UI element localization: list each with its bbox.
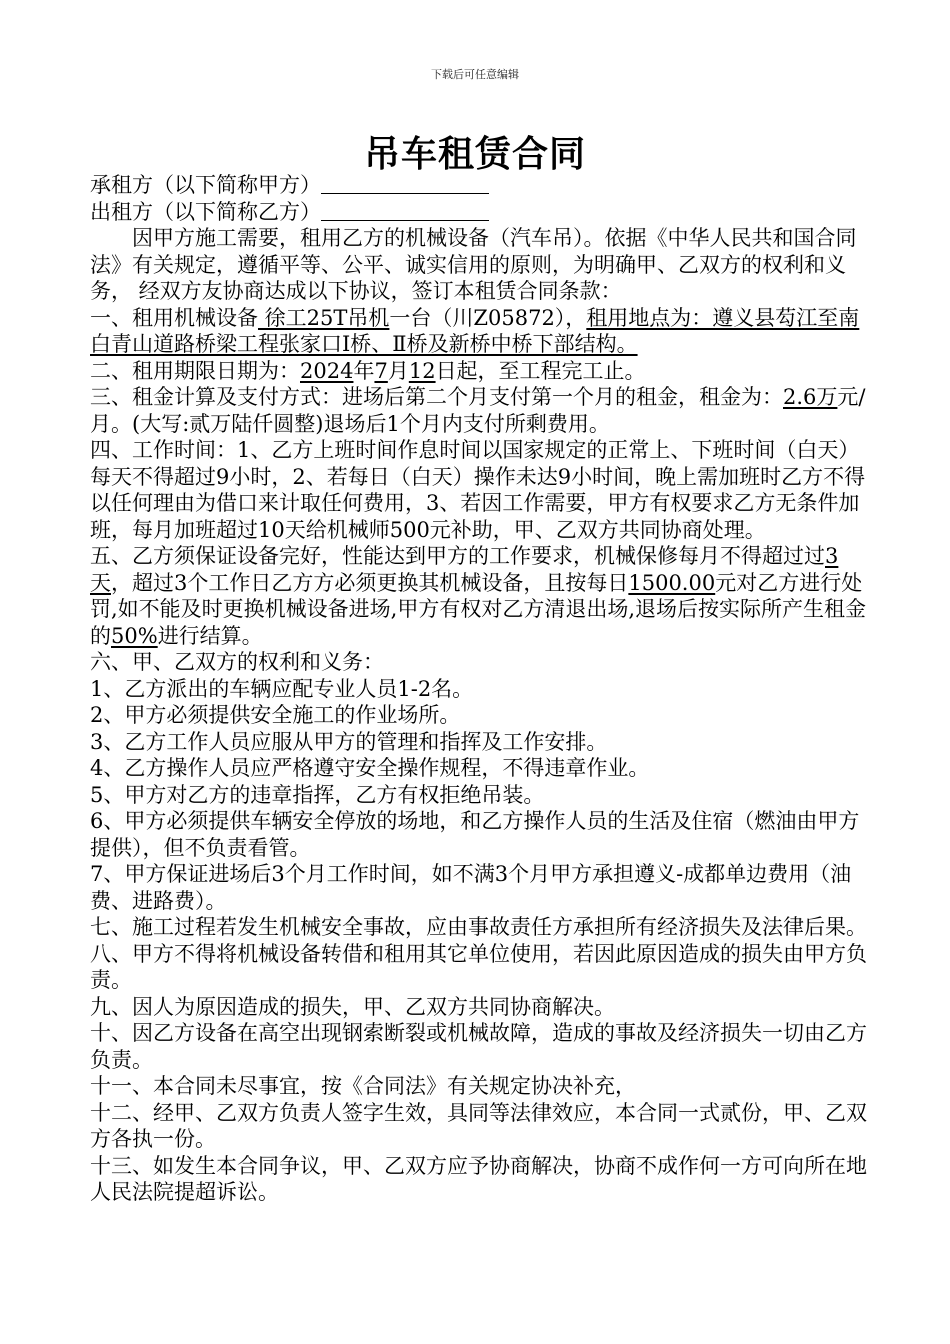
- clause-2-year-unit: 年: [353, 358, 375, 383]
- clause-2-suffix: 日起，至工程完工止。: [435, 358, 646, 383]
- clause-8: 八、甲方不得将机械设备转借和租用其它单位使用，若因此原因造成的损失由甲方负责。: [90, 941, 867, 992]
- clause-7: 七、施工过程若发生机械安全事故，应由事故责任方承担所有经济损失及法律后果。: [90, 915, 867, 939]
- clause-6-item: 2、甲方必须提供安全施工的作业场所。: [90, 703, 461, 727]
- clause-3: [90, 384, 870, 437]
- clause-3-amount: 2.6万: [783, 385, 838, 409]
- clause-5-part-1: 五、乙方须保证设备完好，性能达到甲方的工作要求，机械保修每月不得超过过: [90, 544, 825, 568]
- clause-12: 十二、经甲、乙双方负责人签字生效，具同等法律效应，本合同一式贰份，甲、乙双方各执一份。: [90, 1100, 867, 1151]
- lessor-line: [90, 199, 870, 226]
- clause-5-part-3: 元对乙方进行处罚,如不能及时更换机械设备进场,甲方有权对乙方清退出场,退场后按实际所产生租金的: [90, 570, 867, 648]
- clause-3-suffix: 元/月。(大写:贰万陆仟圆整)退场后1个月内支付所剩费用。: [90, 385, 866, 436]
- clause-6-item: 3、乙方工作人员应服从甲方的管理和指挥及工作安排。: [90, 729, 608, 754]
- lessee-label: 承租方（以下简称甲方）: [90, 173, 321, 197]
- clause-6-item: 5、甲方对乙方的违章指挥，乙方有权拒绝吊装。: [90, 782, 545, 807]
- clause-2: [90, 358, 870, 385]
- clause-9: 九、因人为原因造成的损失，甲、乙双方共同协商解决。: [90, 994, 615, 1019]
- clause-6-item: 4、乙方操作人员应严格遵守安全操作规程，不得违章作业。: [90, 756, 650, 780]
- clause-1-prefix: 一、租用机械设备: [90, 305, 258, 330]
- clause-6-item: 1、乙方派出的车辆应配专业人员1-2名。: [90, 676, 474, 701]
- contract-body: [90, 172, 870, 1206]
- clause-5-percent: 50%: [111, 623, 158, 648]
- clause-1: [90, 305, 870, 358]
- lessee-blank: [321, 173, 489, 194]
- clause-2-year: 2024: [300, 358, 354, 383]
- clause-2-month-unit: 月: [387, 358, 409, 383]
- clause-6-item: 7、甲方保证进场后3个月工作时间，如不满3个月甲方承担遵义-成都单边费用（油费、进路费）。: [90, 862, 852, 913]
- clause-6-title: 六、甲、乙双方的权利和义务：: [90, 650, 384, 674]
- lessor-blank: [321, 200, 489, 221]
- clause-11: 十一、本合同未尽事宜，按《合同法》有关规定协决补充，: [90, 1074, 636, 1098]
- clause-5-days: 3天: [90, 544, 839, 595]
- clause-5-part-2: ，超过3个工作日乙方方必须更换其机械设备，且按每日: [111, 570, 629, 595]
- clause-5-fine: 1500.00: [628, 570, 716, 595]
- clause-3-prefix: 三、租金计算及支付方式：进场后第二个月支付第一个月的租金，租金为：: [90, 385, 783, 409]
- clause-13: 十三、如发生本合同争议，甲、乙双方应予协商解决，协商不成作何一方可向所在地人民法院提超诉讼。: [90, 1153, 867, 1204]
- clause-2-prefix: 二、租用期限日期为：: [90, 358, 300, 383]
- clause-1-middle: 一台（川Z05872），: [389, 305, 587, 330]
- clause-10: 十、因乙方设备在高空出现钢索断裂或机械故障，造成的事故及经济损失一切由乙方负责。: [90, 1021, 867, 1072]
- document-title: 吊车租赁合同: [363, 134, 586, 175]
- clause-2-month: 7: [374, 358, 388, 383]
- clause-4: 四、工作时间：1、乙方上班时间作息时间以国家规定的正常上、下班时间（白天）每天不得超过9小时，2、若每日（白天）操作未达9小时间，晚上需加班时乙方不得以任何理由为借口来计取任何费用，3、若因工作需要，甲方有权要求乙方无条件加班，每月加班超过10天给机械师500元补助，甲、乙双方共同协商处理。: [90, 438, 866, 542]
- clause-5: [90, 543, 870, 649]
- header-note: 下载后可任意编辑: [431, 68, 519, 81]
- clause-2-day: 12: [408, 358, 436, 383]
- lessor-label: 出租方（以下简称乙方）: [90, 199, 321, 224]
- clause-6-item: 6、甲方必须提供车辆安全停放的场地，和乙方操作人员的生活及住宿（燃油由甲方提供），但不负责看管。: [90, 809, 860, 860]
- clause-1-equipment: 徐工25T吊机: [258, 305, 390, 330]
- preamble: 因甲方施工需要，租用乙方的机械设备（汽车吊）。依据《中华人民共和国合同法》有关规定，遵循平等、公平、诚实信用的原则，为明确甲、乙双方的权利和义务， 经双方友协商达成以下协议，签订本租赁合同条款：: [90, 226, 857, 303]
- clause-1-location: 租用地点为：遵义县芶江至南白青山道路桥梁工程张家口Ⅰ桥、Ⅱ桥及新桥中桥下部结构。: [90, 305, 860, 356]
- clause-5-part-4: 进行结算。: [157, 623, 263, 648]
- lessee-line: [90, 172, 870, 199]
